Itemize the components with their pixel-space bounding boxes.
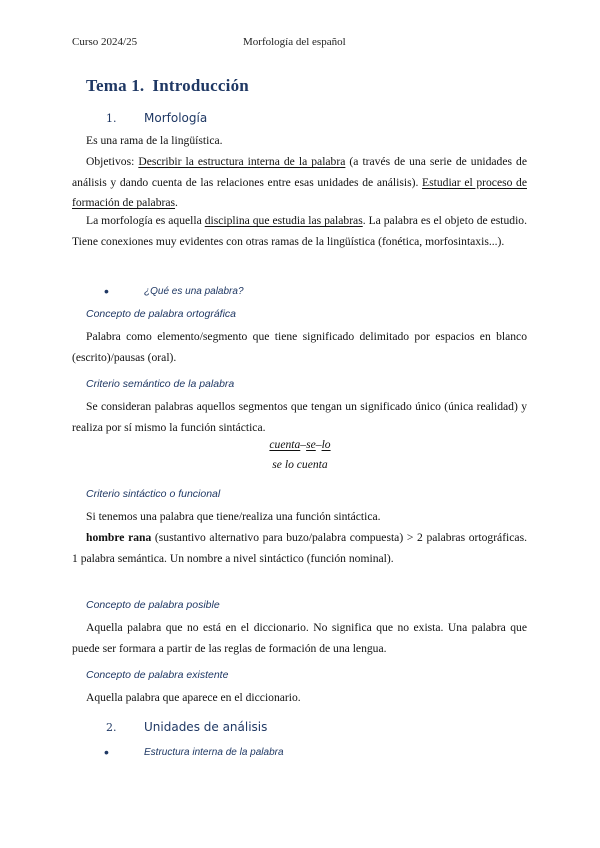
example-cuenta-se-lo	[0, 438, 600, 451]
objective-2: Estudiar el proceso de formación de palabras	[72, 175, 527, 209]
intro-paragraph-2	[72, 152, 527, 214]
section-1-heading	[106, 111, 207, 125]
bullet-icon: •	[104, 283, 109, 299]
paragraph-existente: Aquella palabra que aparece en el diccionario.	[86, 691, 301, 704]
objective-1: Describir la estructura interna de la palabra	[138, 155, 346, 168]
bullet-what-is-word-text: ¿Qué es una palabra?	[144, 286, 244, 297]
example-se-lo-cuenta: se lo cuenta	[272, 458, 328, 471]
heading-palabra-posible: Concepto de palabra posible	[86, 599, 220, 611]
example-cuenta: cuenta	[269, 438, 301, 451]
term-hombre-rana: hombre rana	[86, 531, 152, 544]
section-2-heading	[106, 720, 267, 734]
header-course: Curso 2024/25	[72, 36, 138, 48]
heading-criterio-sintactico: Criterio sintáctico o funcional	[86, 488, 221, 500]
example-lo: lo	[321, 438, 331, 451]
definition-rest: . La palabra es el objeto de estudio. Tiene conexiones muy evidentes con otras ramas de la lingüística (fonética, morfosintaxis...).	[72, 214, 527, 248]
objective-end: .	[175, 196, 178, 209]
heading-criterio-semantico: Criterio semántico de la palabra	[86, 378, 235, 390]
paragraph-semantico: Se consideran palabras aquellos segmentos que tengan un significado único (única realidad) y realiza por sí mismo la función sintáctica.	[72, 400, 527, 434]
intro-paragraph-1: Es una rama de la lingüística.	[86, 134, 223, 147]
intro-paragraph-3	[72, 211, 527, 252]
example-dash-1: –	[300, 438, 307, 451]
definition-start: La morfología es aquella	[86, 214, 205, 227]
paragraph-posible: Aquella palabra que no está en el diccionario. No significa que no exista. Una palabra que puede ser formara a partir de las reglas de formación de una lengua.	[72, 621, 527, 655]
objective-1-detail: (a través de una serie de unidades de análisis y dando cuenta de las relaciones entre esas unidades de análisis).	[72, 155, 527, 189]
section-1-title: Morfología	[144, 111, 208, 125]
heading-palabra-existente: Concepto de palabra existente	[86, 669, 229, 681]
bullet-icon: •	[104, 744, 109, 760]
header-subject: Morfología del español	[243, 36, 346, 48]
paragraph-sintactico-2	[72, 528, 527, 569]
page-title	[86, 76, 249, 96]
bullet-estructura-interna-text: Estructura interna de la palabra	[144, 747, 284, 758]
section-1-number: 1.	[106, 112, 117, 125]
paragraph-sintactico-1: Si tenemos una palabra que tiene/realiza una función sintáctica.	[86, 510, 381, 523]
definition-key: disciplina que estudia las palabras	[204, 214, 363, 227]
heading-palabra-ortografica: Concepto de palabra ortográfica	[86, 308, 237, 320]
title-text: Introducción	[152, 76, 249, 95]
title-number: Tema 1.	[86, 76, 145, 95]
example-dash-2: –	[315, 438, 322, 451]
paragraph-ortografica: Palabra como elemento/segmento que tiene significado delimitado por espacios en blanco (escrito)/pausas (oral).	[72, 330, 527, 364]
section-2-title: Unidades de análisis	[144, 720, 268, 734]
objectives-label: Objetivos:	[86, 155, 139, 168]
section-2-number: 2.	[106, 721, 117, 734]
example-se: se	[306, 438, 316, 451]
hombre-rana-explanation: (sustantivo alternativo para buzo/palabra compuesta) > 2 palabras ortográficas. 1 palabra semántica. Un nombre a nivel sintáctico (función nominal).	[72, 531, 527, 565]
